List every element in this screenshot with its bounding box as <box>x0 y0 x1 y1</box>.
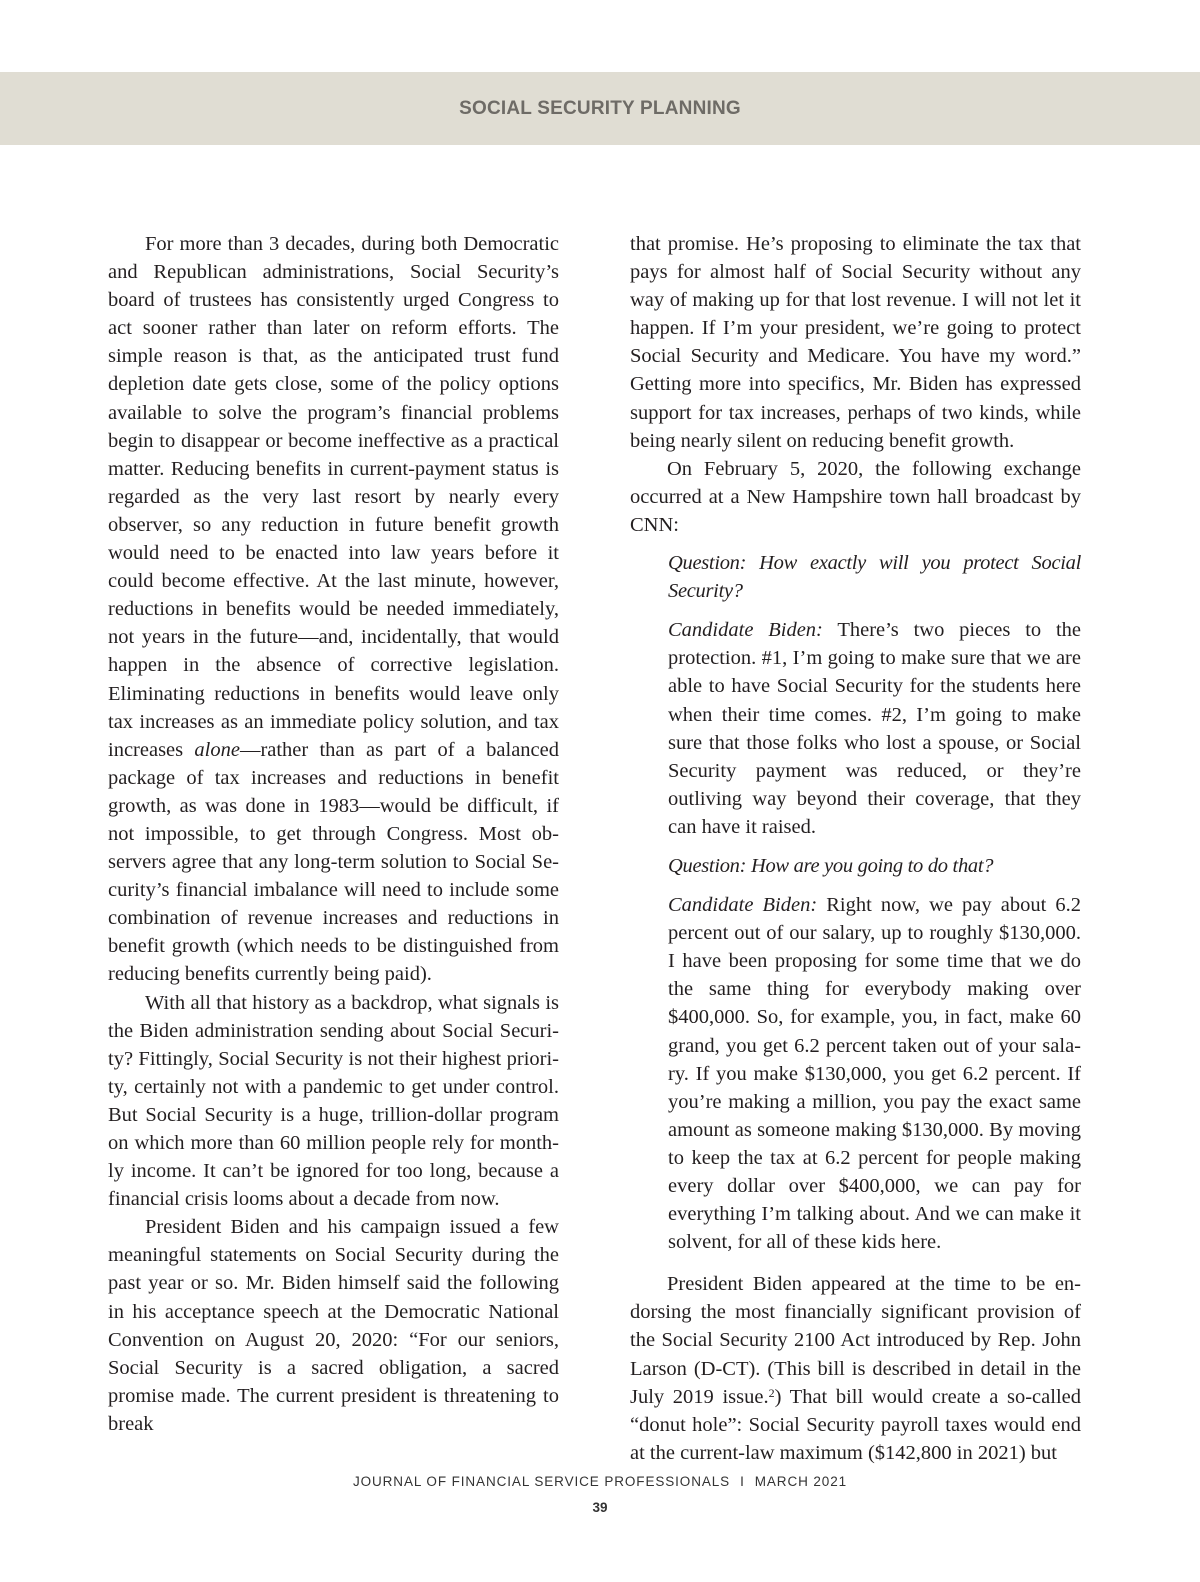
emphasis-text: alone <box>194 738 240 761</box>
body-paragraph: President Biden and his campaign issued a few meaningful statements on Social Security during the past year or so. Mr. Biden himself said the following in his acceptance speech at the Democratic National Convention on August 20, 2020: “For our seniors, Social Security is a sacred obligation, a sacred promise made. The current president is threatening to break <box>108 1216 559 1435</box>
journal-name: JOURNAL OF FINANCIAL SERVICE PROFESSIONALS <box>352 1474 731 1489</box>
answer-text: There’s two pieces to the protection. #1, I’m going to make sure that we are able to have Social Security for the students here when their time comes. #2, I’m going to make sure that those folks who lost a spouse, or Social Security payment was reduced, or they’re outliving way beyond their coverage, that they can have it raised. <box>668 619 1081 838</box>
page-footer <box>0 1474 1200 1489</box>
answer-text: Right now, we pay about 6.2 percent out of our salary, up to roughly $130,000. I have been proposing for some time that we do the same thing for everybody making over $400,000. So, for example, you, in fact, make 60 grand, you get 6.2 percent taken out of your salary. If you make $130,000, you get 6.2 percent. If you’re making a million, you pay the exact same amount as someone making $130,000. By moving to keep the tax at 6.2 percent for people making every dollar over $400,000, we can pay for everything I’m talking about. And we can make it solvent, for all of these kids here. <box>668 894 1081 1254</box>
paragraph-text: —rather than as part of a balanced package of tax increases and reductions in benefit growth, as was done in 1983—would be difficult, if not impossible, to get through Congress. Most observers agree that any long-term solution to Social Security’s financial imbalance will need to include some combination of revenue increases and reductions in benefit growth (which needs to be distinguished from reducing benefits currently being paid). <box>108 738 560 986</box>
question-text: Question: How are you going to do that? <box>668 854 994 877</box>
speaker-label: Candidate Biden: <box>668 894 818 917</box>
footnote-marker: 2 <box>768 1385 775 1400</box>
body-paragraph: On February 5, 2020, the following exchange occurred at a New Hampshire town hall broadcast by CNN: <box>630 457 1081 536</box>
paragraph-text: ) That bill would create a so-called “donut hole”: Social Security payroll taxes would end at the current-law maximum ($142,800 in 2021) but <box>630 1385 1081 1464</box>
section-title: SOCIAL SECURITY PLANNING <box>459 97 741 119</box>
question <box>668 852 1081 880</box>
body-paragraph <box>630 1270 1081 1467</box>
footer-separator: I <box>740 1474 745 1489</box>
paragraph-text: For more than 3 decades, during both Democratic and Republican administrations, Social Security’s board of trustees has consistently urged Congress to act sooner rather than later on reform efforts. The simple reason is that, as the anticipated trust fund depletion date gets close, some of the policy options available to solve the program’s financial problems begin to disappear or become ineffective as a practical matter. Reducing benefits in current-payment status is regarded as the very last resort by nearly every observer, so any reduction in future benefit growth would need to be enacted into law years before it could become effective. At the last minute, however, reductions in benefits would be needed immediately, not years in the future—and, incidentally, that would happen in the absence of corrective legislation. Eliminating reductions in benefits would leave only tax increases as an immediate policy solution, and tax increases <box>108 233 559 761</box>
body-paragraph: that promise. He’s proposing to eliminate the tax that pays for almost half of Social Security without any way of making up for that lost revenue. I will not let it happen. If I’m your president, we’re going to protect Social Security and Medicare. You have my word.” Getting more into specifics, Mr. Biden has expressed support for tax increases, perhaps of two kinds, while being nearly silent on reducing benefit growth. <box>630 233 1081 452</box>
question <box>668 549 1081 605</box>
answer <box>668 891 1081 1256</box>
answer <box>668 616 1081 841</box>
section-header-band <box>0 72 1200 145</box>
body-paragraph <box>108 230 559 989</box>
question-text: Question: How exactly will you protect Social Security? <box>668 552 1081 603</box>
paragraph-text: President Biden appeared at the time to be endorsing the most financially significant provision of the Social Security 2100 Act introduced by Rep. John Larson (D-CT). (This bill is described in detail in the July 2019 issue. <box>630 1273 1081 1408</box>
issue-date: MARCH 2021 <box>754 1474 848 1489</box>
speaker-label: Candidate Biden: <box>668 619 823 642</box>
body-paragraph: With all that history as a backdrop, what signals is the Biden administration sending about Social Security? Fittingly, Social Security is not their highest priority, certainly not with a pandemic to get under control. But Social Security is a huge, trillion-dollar program on which more than 60 million people rely for monthly income. It can’t be ignored for too long, because a financial crisis looms about a decade from now. <box>108 991 559 1211</box>
left-column <box>108 230 559 1438</box>
page-number: 39 <box>592 1500 608 1515</box>
interview-transcript <box>668 549 1081 1256</box>
right-column <box>630 230 1081 1467</box>
